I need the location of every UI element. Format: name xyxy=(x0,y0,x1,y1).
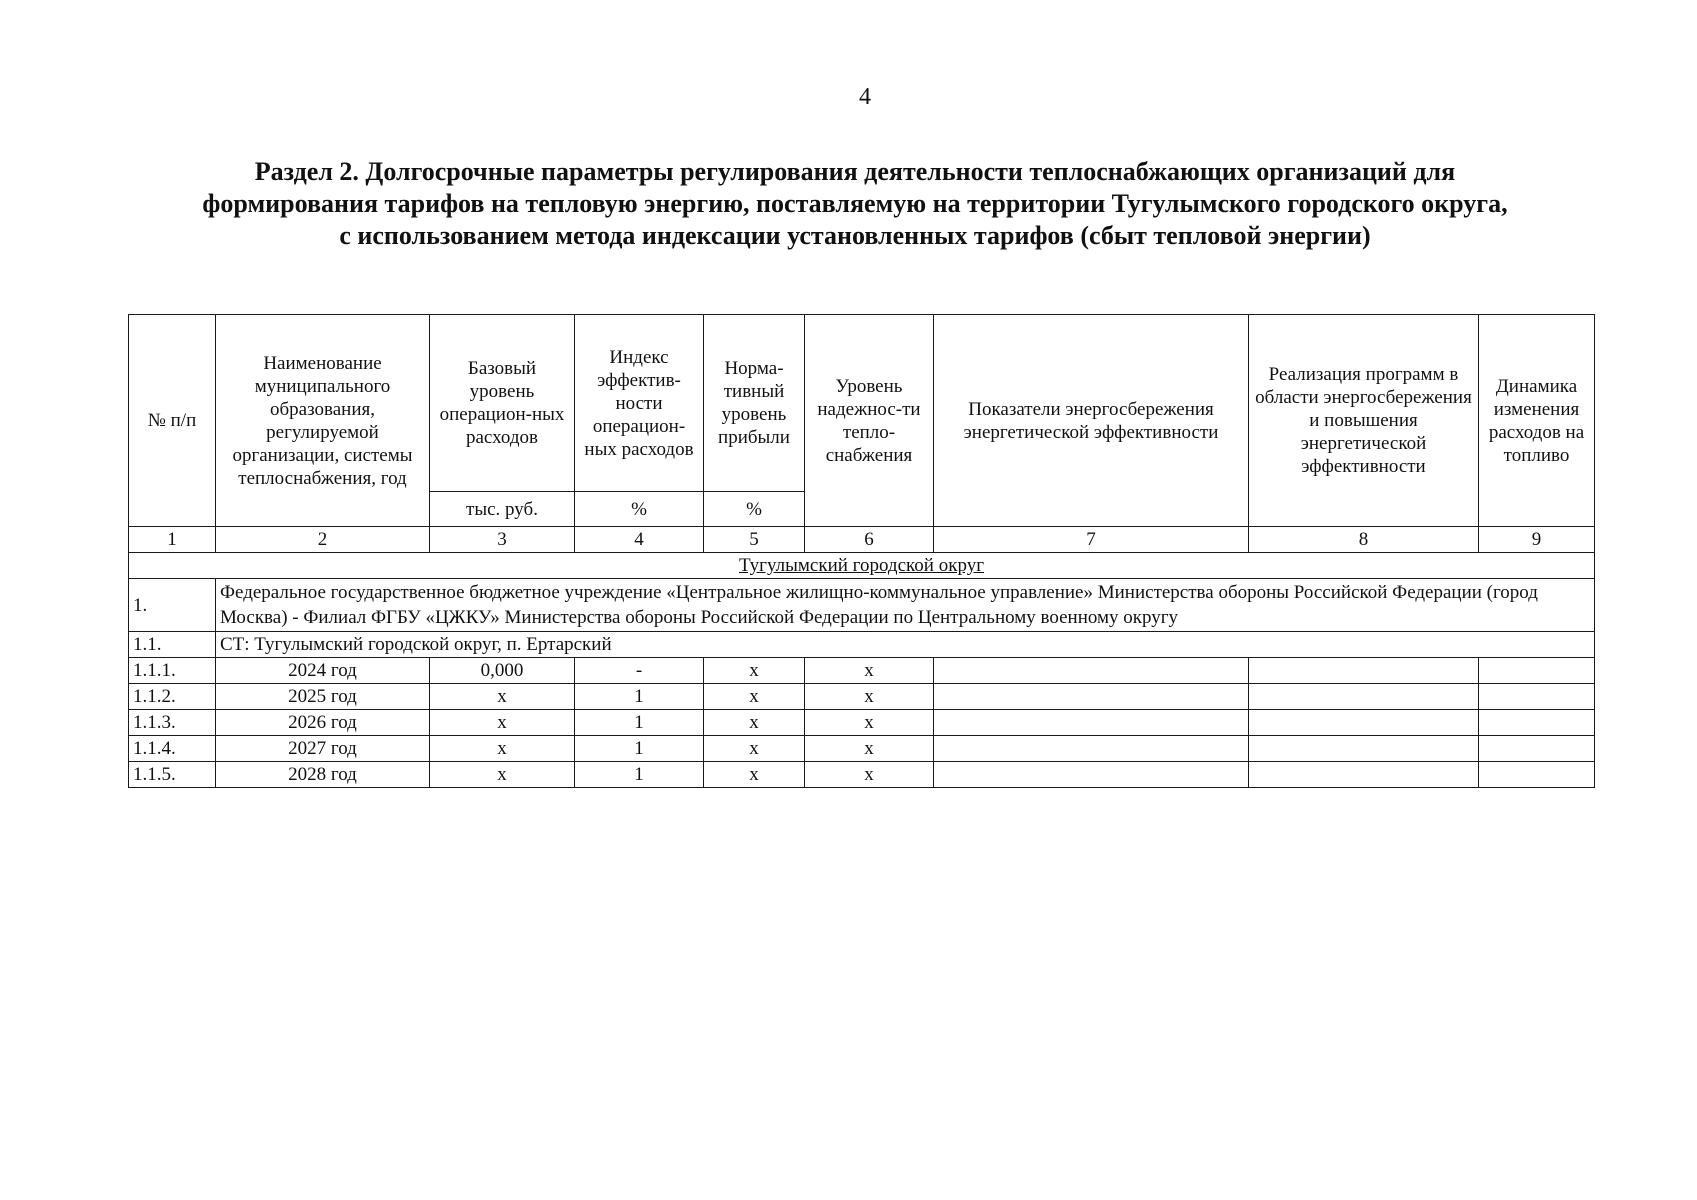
row-reliability: x xyxy=(805,762,934,788)
row-base-opex: x xyxy=(430,684,575,710)
header-energy-saving-indicators: Показатели энергосбережения энергетической эффективности xyxy=(934,315,1249,527)
tariff-parameters-table xyxy=(128,314,1595,788)
row-normative-profit: x xyxy=(704,736,805,762)
section-row xyxy=(129,553,1595,579)
header-base-opex: Базовый уровень операцион-ных расходов xyxy=(430,315,575,492)
row-year: 2026 год xyxy=(216,710,430,736)
column-number-row xyxy=(129,527,1595,553)
row-number: 1.1.5. xyxy=(129,762,216,788)
column-number: 4 xyxy=(575,527,704,553)
title-line-3: с использованием метода индексации установленных тарифов (сбыт тепловой энергии) xyxy=(339,221,1371,250)
row-base-opex: x xyxy=(430,762,575,788)
row-energy-saving-indicators xyxy=(934,762,1249,788)
organization-number: 1. xyxy=(129,579,216,632)
row-base-opex: x xyxy=(430,736,575,762)
row-efficiency-index: 1 xyxy=(575,710,704,736)
section-title xyxy=(120,156,1590,252)
row-number: 1.1.1. xyxy=(129,658,216,684)
municipality-name: Тугулымский городской округ xyxy=(129,553,1595,579)
row-normative-profit: x xyxy=(704,684,805,710)
column-number: 3 xyxy=(430,527,575,553)
column-number: 9 xyxy=(1479,527,1595,553)
row-normative-profit: x xyxy=(704,762,805,788)
row-base-opex: x xyxy=(430,710,575,736)
column-number: 1 xyxy=(129,527,216,553)
title-line-2: формирования тарифов на тепловую энергию, поставляемую на территории Тугулымского городского округа, xyxy=(202,189,1508,218)
table-row xyxy=(129,710,1595,736)
header-efficiency-index: Индекс эффектив-ности операцион-ных расходов xyxy=(575,315,704,492)
row-energy-saving-programs xyxy=(1249,658,1479,684)
row-fuel-cost-dynamics xyxy=(1479,658,1595,684)
header-reliability-level: Уровень надежнос-ти тепло-снабжения xyxy=(805,315,934,527)
table-row xyxy=(129,658,1595,684)
row-fuel-cost-dynamics xyxy=(1479,684,1595,710)
row-reliability: x xyxy=(805,736,934,762)
row-year: 2028 год xyxy=(216,762,430,788)
row-normative-profit: x xyxy=(704,658,805,684)
table-row xyxy=(129,684,1595,710)
row-fuel-cost-dynamics xyxy=(1479,762,1595,788)
row-year: 2025 год xyxy=(216,684,430,710)
row-energy-saving-indicators xyxy=(934,710,1249,736)
row-efficiency-index: 1 xyxy=(575,736,704,762)
title-line-1: Раздел 2. Долгосрочные параметры регулирования деятельности теплоснабжающих организаций для xyxy=(254,157,1456,186)
column-number: 5 xyxy=(704,527,805,553)
organization-name: Федеральное государственное бюджетное учреждение «Центральное жилищно-коммунальное управление» Министерства обороны Российской Федерации (город Москва) - Филиал ФГБУ «ЦЖКУ» Министерства обороны Российской Федерации по Центральному военному округу xyxy=(216,579,1595,632)
row-number: 1.1.2. xyxy=(129,684,216,710)
row-fuel-cost-dynamics xyxy=(1479,710,1595,736)
table-row xyxy=(129,762,1595,788)
row-efficiency-index: - xyxy=(575,658,704,684)
row-energy-saving-programs xyxy=(1249,684,1479,710)
row-normative-profit: x xyxy=(704,710,805,736)
page-number: 4 xyxy=(859,84,871,110)
unit-normative-profit: % xyxy=(704,492,805,527)
row-year: 2024 год xyxy=(216,658,430,684)
row-year: 2027 год xyxy=(216,736,430,762)
organization-row xyxy=(129,579,1595,632)
row-energy-saving-programs xyxy=(1249,736,1479,762)
system-row xyxy=(129,632,1595,658)
row-reliability: x xyxy=(805,684,934,710)
header-number: № п/п xyxy=(129,315,216,527)
system-name: СТ: Тугулымский городской округ, п. Ертарский xyxy=(216,632,1595,658)
row-reliability: x xyxy=(805,710,934,736)
unit-efficiency-index: % xyxy=(575,492,704,527)
row-efficiency-index: 1 xyxy=(575,762,704,788)
row-number: 1.1.4. xyxy=(129,736,216,762)
header-organization-name: Наименование муниципального образования, регулируемой организации, системы теплоснабжения, год xyxy=(216,315,430,527)
row-reliability: x xyxy=(805,658,934,684)
header-fuel-cost-dynamics: Динамика изменения расходов на топливо xyxy=(1479,315,1595,527)
row-energy-saving-programs xyxy=(1249,710,1479,736)
system-number: 1.1. xyxy=(129,632,216,658)
unit-base-opex: тыс. руб. xyxy=(430,492,575,527)
row-energy-saving-indicators xyxy=(934,684,1249,710)
column-number: 2 xyxy=(216,527,430,553)
table-row xyxy=(129,736,1595,762)
header-normative-profit: Норма-тивный уровень прибыли xyxy=(704,315,805,492)
header-energy-saving-programs: Реализация программ в области энергосбережения и повышения энергетической эффективности xyxy=(1249,315,1479,527)
column-number: 7 xyxy=(934,527,1249,553)
row-fuel-cost-dynamics xyxy=(1479,736,1595,762)
column-number: 6 xyxy=(805,527,934,553)
row-base-opex: 0,000 xyxy=(430,658,575,684)
row-number: 1.1.3. xyxy=(129,710,216,736)
row-energy-saving-indicators xyxy=(934,658,1249,684)
row-efficiency-index: 1 xyxy=(575,684,704,710)
row-energy-saving-programs xyxy=(1249,762,1479,788)
row-energy-saving-indicators xyxy=(934,736,1249,762)
column-number: 8 xyxy=(1249,527,1479,553)
